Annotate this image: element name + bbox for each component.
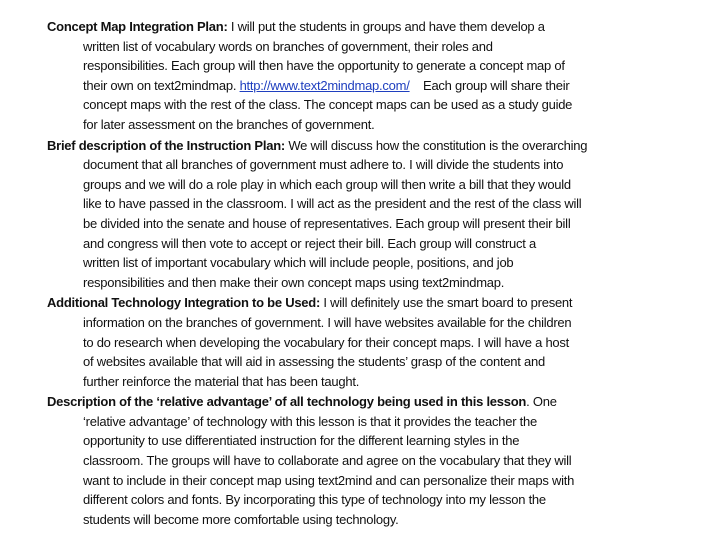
text-line: Each group will share their <box>409 77 570 93</box>
instruction-plan-paragraph <box>47 136 717 293</box>
concept-map-plan-paragraph <box>47 17 717 135</box>
section-heading: Description of the ‘relative advantage’ of all technology being used in this lesson <box>47 394 527 410</box>
text-line: for later assessment on the branches of government. <box>83 116 375 132</box>
text-line: their own on text2mindmap. <box>83 77 240 93</box>
text-line: . One <box>526 394 557 410</box>
relative-advantage-paragraph <box>47 392 717 529</box>
text-line: I will put the students in groups and have them develop a <box>227 19 545 34</box>
text-line: document that all branches of government must adhere to. I will divide the students into <box>83 157 564 173</box>
text-line: be divided into the senate and house of representatives. Each group will present their bill <box>83 215 571 231</box>
text-line: to do research when developing the vocabulary for their concept maps. I will have a host <box>83 334 570 350</box>
text-line: concept maps with the rest of the class. The concept maps can be used as a study guide <box>83 97 573 113</box>
text2mindmap-link[interactable]: http://www.text2mindmap.com/ <box>239 77 410 93</box>
document-body <box>47 17 717 530</box>
section-heading: Brief description of the Instruction Plan: <box>47 137 285 153</box>
text-line: written list of vocabulary words on branches of government, their roles and <box>83 38 493 54</box>
text-line: classroom. The groups will have to collaborate and agree on the vocabulary that they will <box>83 453 572 469</box>
section-heading: Additional Technology Integration to be Used: <box>47 295 321 311</box>
text-line: students will become more comfortable using technology. <box>83 511 399 527</box>
text-line: of websites available that will aid in assessing the students’ grasp of the content and <box>83 354 545 370</box>
text-line: We will discuss how the constitution is the overarching <box>284 137 588 153</box>
text-line: groups and we will do a role play in which each group will then write a bill that they would <box>83 176 571 192</box>
text-line: different colors and fonts. By incorporating this type of technology into my lesson the <box>83 492 546 508</box>
text-line: responsibilities. Each group will then have the opportunity to generate a concept map of <box>83 58 565 74</box>
section-heading: Concept Map Integration Plan: <box>47 19 228 34</box>
text-line: information on the branches of government. I will have websites available for the children <box>83 314 572 330</box>
text-line: I will definitely use the smart board to present <box>320 295 573 311</box>
text-line: and congress will then vote to accept or reject their bill. Each group will construct a <box>83 235 536 251</box>
text-line: responsibilities and then make their own concept maps using text2mindmap. <box>83 274 505 290</box>
text-line: like to have passed in the classroom. I will act as the president and the rest of the class will <box>83 196 582 212</box>
text-line: opportunity to use differentiated instruction for the different learning styles in the <box>83 433 520 449</box>
text-line: further reinforce the material that has been taught. <box>83 373 360 389</box>
text-line: ‘relative advantage’ of technology with this lesson is that it provides the teacher the <box>83 413 537 429</box>
text-line: want to include in their concept map using text2mind and can personalize their maps with <box>83 472 575 488</box>
additional-technology-paragraph <box>47 293 717 391</box>
text-line: written list of important vocabulary which will include people, positions, and job <box>83 255 514 271</box>
